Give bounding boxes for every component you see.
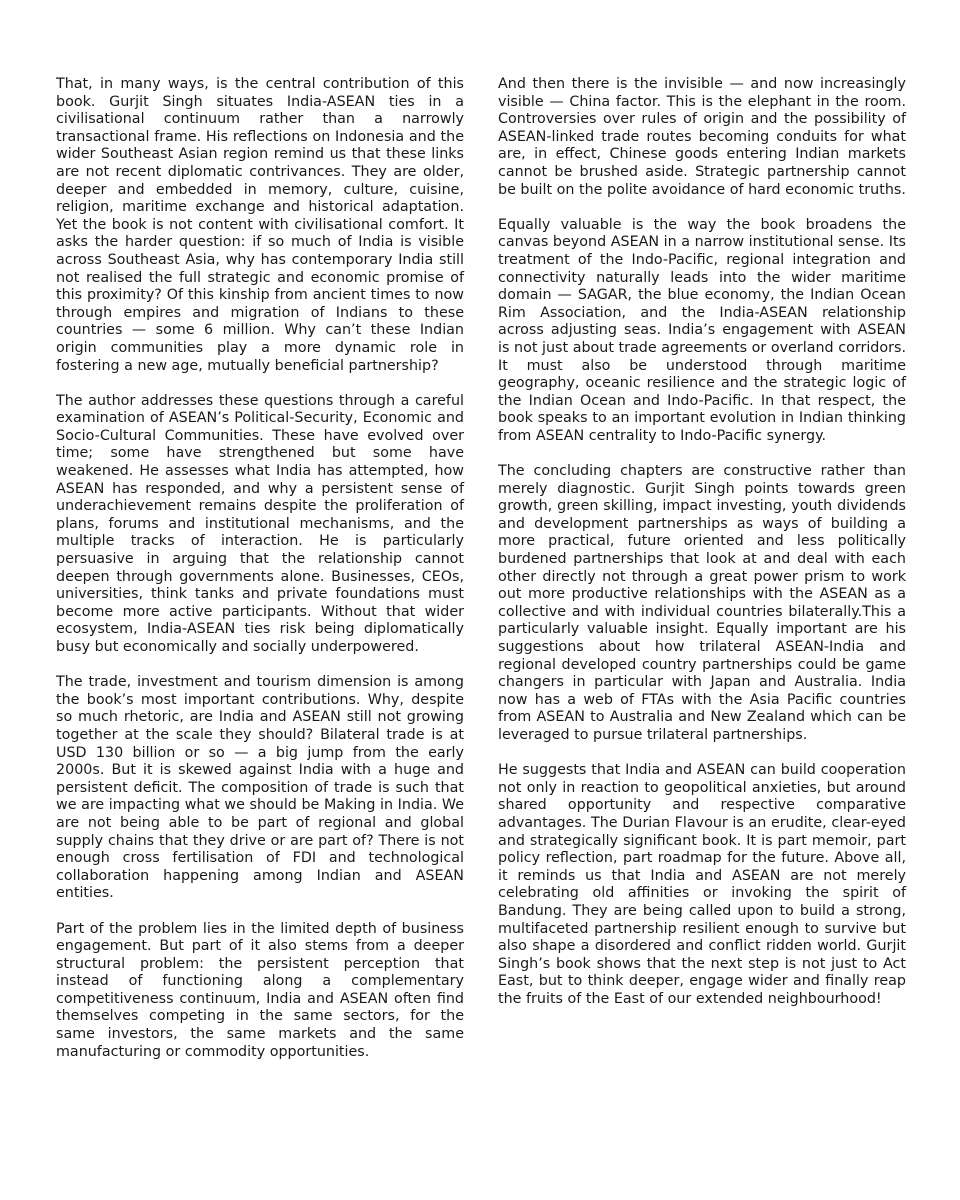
paragraph: He suggests that India and ASEAN can build cooperation not only in reaction to geopolitical anxieties, but around shared opportunity and respective comparative advantages. The Durian Flavour is an erudite, clear-eyed and strategically significant book. It is part memoir, part policy reflection, part roadmap for the future. Above all, it reminds us that India and ASEAN are not merely celebrating old affinities or invoking the spirit of Bandung. They are being called upon to build a strong, multifaceted partnership resilient enough to survive but also shape a disordered and conflict ridden world. Gurjit Singh’s book shows that the next step is not just to Act East, but to think deeper, engage wider and finally reap the fruits of the East of our extended neighbourhood!: [498, 762, 906, 1007]
paragraph: The concluding chapters are constructive rather than merely diagnostic. Gurjit Singh points towards green growth, green skilling, impact investing, youth dividends and development partnerships as ways of building a more practical, future oriented and less politically burdened partnerships that look at and deal with each other directly not through a great power prism to work out more productive relationships with the ASEAN as a collective and with individual countries bilaterally.This a particularly valuable insight. Equally important are his suggestions about how trilateral ASEAN-India and regional developed country partnerships could be game changers in particular with Japan and Australia. India now has a web of FTAs with the Asia Pacific countries from ASEAN to Australia and New Zealand which can be leveraged to pursue trilateral partnerships.: [498, 463, 906, 743]
paragraph: The trade, investment and tourism dimension is among the book’s most important contributions. Why, despite so much rhetoric, are India and ASEAN still not growing together at the scale they should? Bilateral trade is at USD 130 billion or so — a big jump from the early 2000s. But it is skewed against India with a huge and persistent deficit. The composition of trade is such that we are impacting what we should be Making in India. We are not being able to be part of regional and global supply chains that they drive or are part of? There is not enough cross fertilisation of FDI and technological collaboration happening among Indian and ASEAN entities.: [56, 674, 464, 902]
paragraph: Part of the problem lies in the limited depth of business engagement. But part of it also stems from a deeper structural problem: the persistent perception that instead of functioning along a complementary competitiveness continuum, India and ASEAN often find themselves competing in the same sectors, for the same investors, the same markets and the same manufacturing or commodity opportunities.: [56, 920, 464, 1060]
paragraph: The author addresses these questions through a careful examination of ASEAN’s Political-Security, Economic and Socio-Cultural Communities. These have evolved over time; some have strengthened but some have weakened. He assesses what India has attempted, how ASEAN has responded, and why a persistent sense of underachievement remains despite the proliferation of plans, forums and institutional mechanisms, and the multiple tracks of interaction. He is particularly persuasive in arguing that the relationship cannot deepen through governments alone. Businesses, CEOs, universities, think tanks and private foundations must become more active participants. Without that wider ecosystem, India-ASEAN ties risk being diplomatically busy but economically and socially underpowered.: [56, 392, 464, 655]
paragraph: That, in many ways, is the central contribution of this book. Gurjit Singh situates India-ASEAN ties in a civilisational continuum rather than a narrowly transactional frame. His reflections on Indonesia and the wider Southeast Asian region remind us that these links are not recent diplomatic contrivances. They are older, deeper and embedded in memory, culture, cuisine, religion, maritime exchange and historical adaptation. Yet the book is not content with civilisational comfort. It asks the harder question: if so much of India is visible across Southeast Asia, why has contemporary India still not realised the full strategic and economic promise of this proximity? Of this kinship from ancient times to now through empires and migration of Indians to these countries — some 6 million. Why can’t these Indian origin communities play a more dynamic role in fostering a new age, mutually beneficial partnership?: [56, 76, 464, 374]
left-column: [56, 76, 464, 1061]
right-column: [498, 76, 906, 1008]
paragraph: Equally valuable is the way the book broadens the canvas beyond ASEAN in a narrow institutional sense. Its treatment of the Indo-Pacific, regional integration and connectivity naturally leads into the wider maritime domain — SAGAR, the blue economy, the Indian Ocean Rim Association, and the India-ASEAN relationship across adjusting seas. India’s engagement with ASEAN is not just about trade agreements or overland corridors. It must also be understood through maritime geography, oceanic resilience and the strategic logic of the Indian Ocean and Indo-Pacific. In that respect, the book speaks to an important evolution in Indian thinking from ASEAN centrality to Indo-Pacific synergy.: [498, 216, 906, 444]
paragraph: And then there is the invisible — and now increasingly visible — China factor. This is the elephant in the room. Controversies over rules of origin and the possibility of ASEAN-linked trade routes becoming conduits for what are, in effect, Chinese goods entering Indian markets cannot be brushed aside. Strategic partnership cannot be built on the polite avoidance of hard economic truths.: [498, 76, 906, 198]
